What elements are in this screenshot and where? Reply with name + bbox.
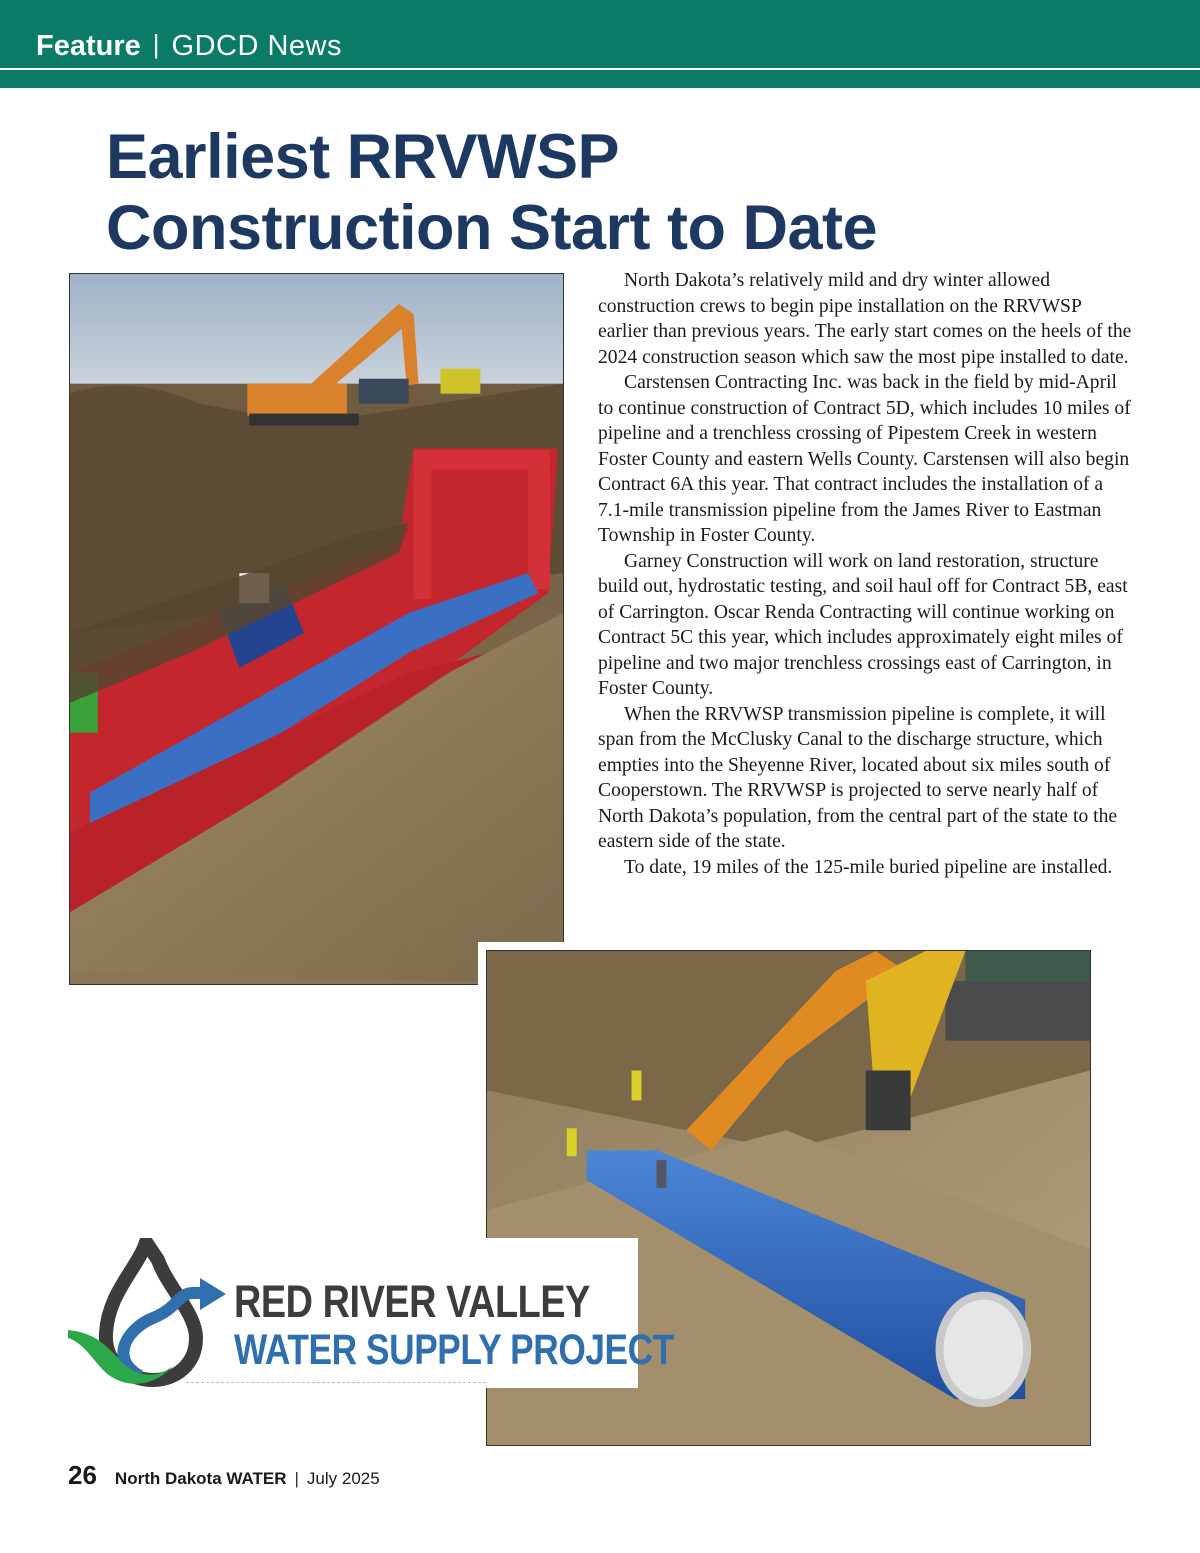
- paragraph: North Dakota’s relatively mild and dry winter allowed construction crews to begin pipe installation on the RRVWSP earlier than previous years. The early start comes on the heels of the 2024 construction season which saw the most pipe installed to date.: [598, 270, 1132, 368]
- logo-line2: WATER SUPPLY PROJECT: [234, 1326, 674, 1374]
- logo-line1: RED RIVER VALLEY: [234, 1276, 590, 1327]
- header-separator: |: [152, 29, 160, 59]
- footer-separator: |: [294, 1469, 299, 1488]
- article-title: Earliest RRVWSP Construction Start to Date: [106, 122, 878, 263]
- article-body: [598, 268, 1134, 880]
- page-number: 26: [68, 1460, 97, 1490]
- divider: [186, 1382, 486, 1383]
- header-section: Feature: [36, 30, 141, 62]
- issue-date: July 2025: [306, 1469, 380, 1488]
- paragraph: When the RRVWSP transmission pipeline is complete, it will span from the McClusky Canal to the discharge structure, which empties into the Sheyenne River, located about six miles south of Cooperstown. The RRVWSP is projected to serve nearly half of North Dakota’s population, from the central part of the state to the eastern side of the state.: [598, 703, 1118, 852]
- paragraph: Carstensen Contracting Inc. was back in the field by mid-April to continue construction of Contract 5D, which includes 10 miles of pipeline and a trenchless crossing of Pipestem Creek in western Foster County and eastern Wells County. Carstensen will also begin Contract 6A this year. That contract includes the installation of a 7.1-mile transmission pipeline from the James River to Eastman Township in Foster County.: [598, 372, 1131, 546]
- paragraph: Garney Construction will work on land restoration, structure build out, hydrostatic testing, and soil haul off for Contract 5B, east of Carrington. Oscar Renda Contracting will continue working on Contract 5C this year, which includes approximately eight miles of pipeline and two major trenchless crossings east of Carrington, in Foster County.: [598, 550, 1128, 699]
- water-drop-arrow-icon: [68, 1238, 238, 1388]
- trench-box-photo: [69, 273, 564, 985]
- header-subsection: GDCD News: [171, 30, 342, 62]
- page-footer: [68, 1460, 380, 1491]
- rrvwsp-logo: [68, 1238, 674, 1388]
- header-bar: [0, 0, 1200, 88]
- paragraph: To date, 19 miles of the 125-mile buried pipeline are installed.: [624, 856, 1113, 878]
- publication-name: North Dakota WATER: [114, 1469, 287, 1488]
- header-text: [36, 30, 342, 63]
- header-rule: [0, 68, 1200, 70]
